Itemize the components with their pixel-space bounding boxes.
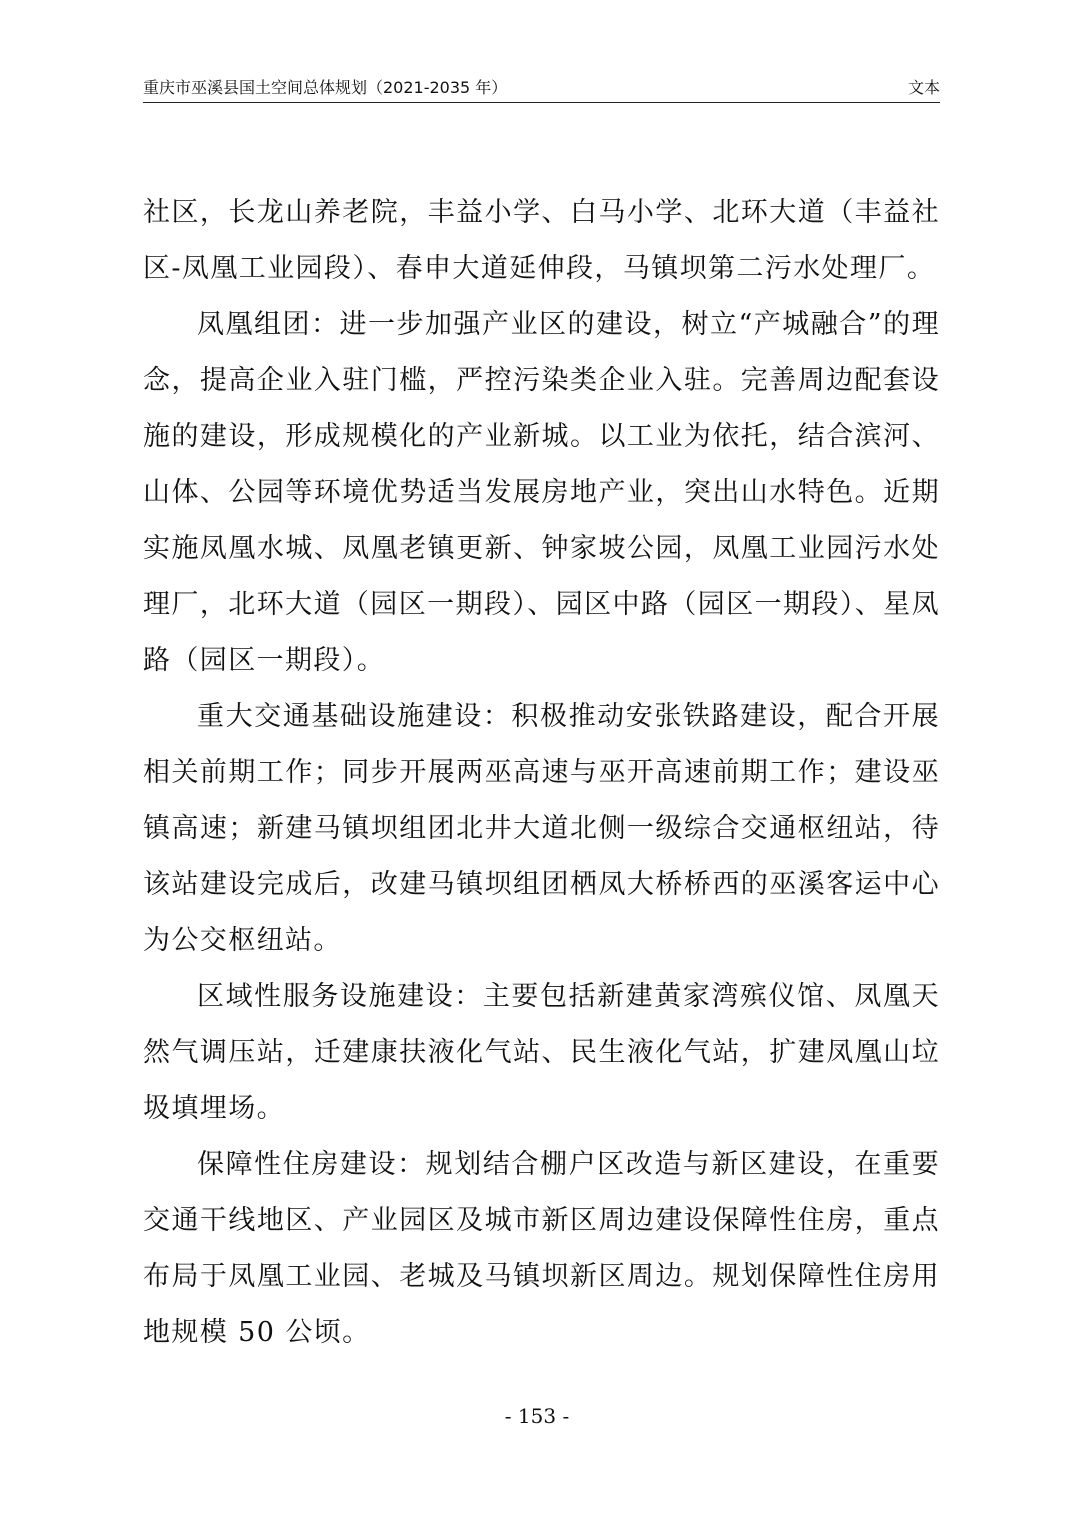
- paragraph-affordable-housing: 保障性住房建设：规划结合棚户区改造与新区建设，在重要交通干线地区、产业园区及城市新区周边建设保障性住房，重点布局于凤凰工业园、老城及马镇坝新区周边。规划保障性住房用地规模 50 公顷。: [143, 1149, 940, 1348]
- document-type-label: 文本: [907, 78, 940, 97]
- body-text: [143, 185, 940, 1361]
- paragraph-fenghuang-cluster: 凤凰组团：进一步加强产业区的建设，树立“产城融合”的理念，提高企业入驻门槛，严控污染类企业入驻。完善周边配套设施的建设，形成规模化的产业新城。以工业为依托，结合滨河、山体、公园等环境优势适当发展房地产业，突出山水特色。近期实施凤凰水城、凤凰老镇更新、钟家坡公园，凤凰工业园污水处理厂，北环大道（园区一期段）、园区中路（园区一期段）、星凤路（园区一期段）。: [143, 309, 940, 676]
- paragraph-continuation: 社区，长龙山养老院，丰益小学、白马小学、北环大道（丰益社区-凤凰工业园段）、春申大道延伸段，马镇坝第二污水处理厂。: [143, 197, 940, 284]
- paragraph-major-transport: 重大交通基础设施建设：积极推动安张铁路建设，配合开展相关前期工作；同步开展两巫高速与巫开高速前期工作；建设巫镇高速；新建马镇坝组团北井大道北侧一级综合交通枢纽站，待该站建设完成后，改建马镇坝组团栖凤大桥桥西的巫溪客运中心为公交枢纽站。: [143, 701, 940, 956]
- page-number: - 153 -: [504, 1404, 570, 1428]
- header-divider: [143, 102, 940, 103]
- page-header: [143, 76, 940, 102]
- document-title: 重庆市巫溪县国土空间总体规划（2021-2035 年）: [143, 78, 508, 97]
- paragraph-regional-services: 区域性服务设施建设：主要包括新建黄家湾殡仪馆、凤凰天然气调压站，迁建康扶液化气站、民生液化气站，扩建凤凰山垃圾填埋场。: [143, 981, 940, 1124]
